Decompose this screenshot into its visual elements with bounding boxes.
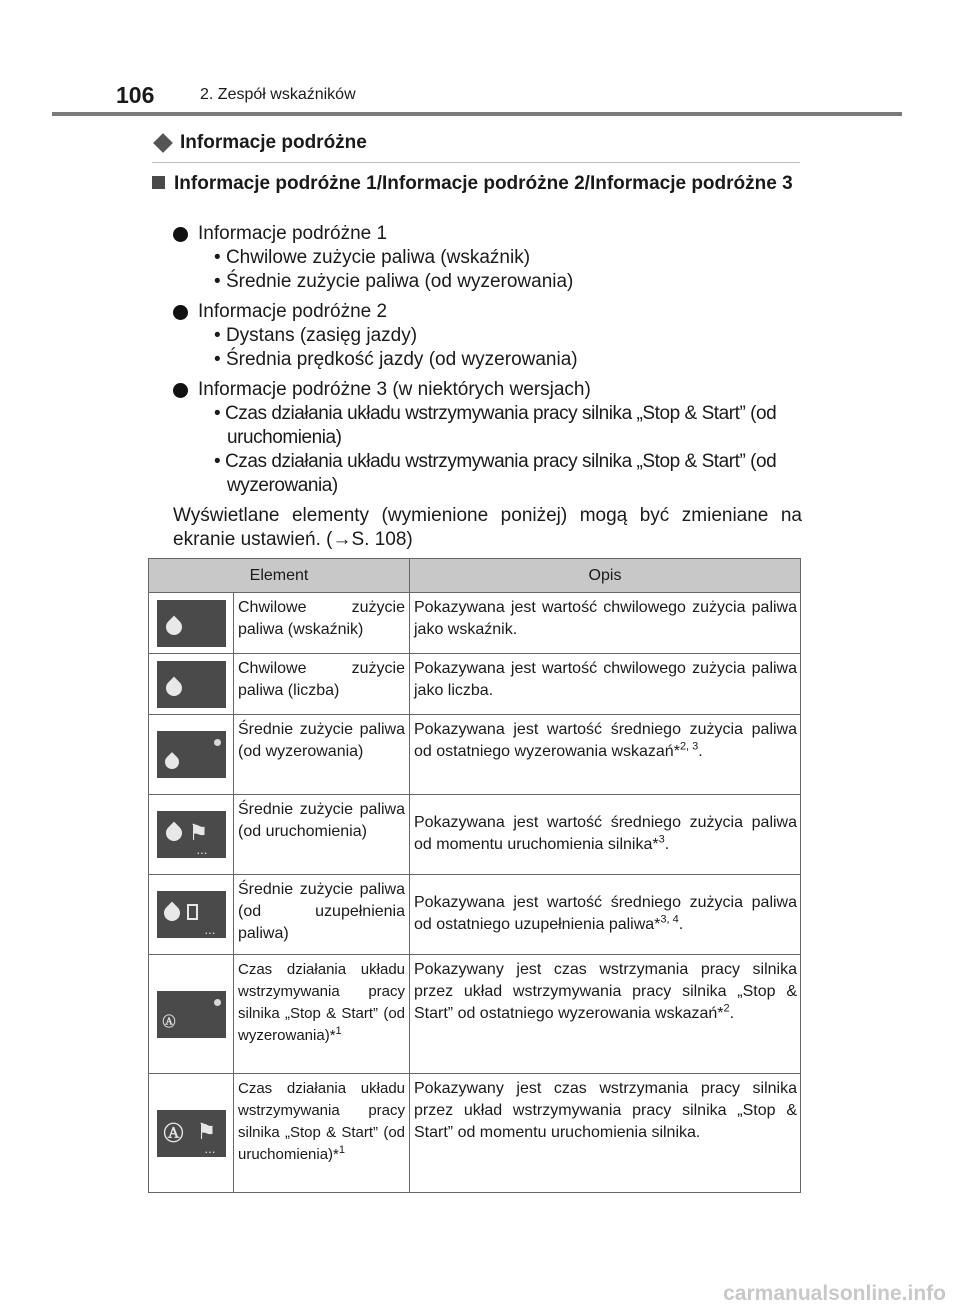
icon-cell (149, 654, 234, 715)
icon-cell (149, 955, 234, 1074)
column-header-element: Element (149, 559, 410, 593)
watermark: carmanualsonline.info (723, 1282, 946, 1305)
section-heading (152, 132, 367, 154)
list-item: • Dystans (zasięg jazdy) (214, 325, 418, 346)
fuel-pump-icon: ... (157, 891, 226, 938)
icon-cell (149, 1074, 234, 1193)
fuel-drop-flag-icon: ⚑ ... (157, 811, 226, 858)
group-title: Informacje podróżne 2 (198, 301, 388, 322)
element-name: Chwilowe zużycie paliwa (liczba) (234, 654, 410, 715)
element-name: Czas działania układu wstrzymywania pracy silnika „Stop & Start” (od wyzerowania)*$^1$ (234, 955, 410, 1074)
list-item: • Średnia prędkość jazdy (od wyzerowania) (214, 349, 578, 370)
table-row (149, 1074, 801, 1193)
info-groups (173, 222, 802, 552)
subsection-title: Informacje podróżne 1/Informacje podróżne 2/Informacje podróżne 3 (174, 173, 793, 194)
element-desc: Pokazywany jest czas wstrzymania pracy silnika przez układ wstrzymywania pracy silnika „Stop & Start” od ostatniego wyzerowania wskazań*$^2$. (410, 955, 801, 1074)
section-rule (152, 162, 800, 163)
circle-bullet-icon (173, 227, 188, 242)
page-number: 106 (116, 82, 155, 108)
table-header-row (149, 559, 801, 593)
page-reference: S. 108) (351, 529, 413, 550)
element-name: Średnie zużycie paliwa (od uzupełnienia paliwa) (234, 875, 410, 955)
list-item: • Czas działania układu wstrzymywania pracy silnika „Stop & Start” (od uruchomienia) (214, 403, 777, 448)
table-row (149, 715, 801, 795)
group-2 (173, 300, 802, 372)
list-item: • Chwilowe zużycie paliwa (wskaźnik) (214, 247, 531, 268)
circle-bullet-icon (173, 383, 188, 398)
circle-bullet-icon (173, 305, 188, 320)
element-name: Czas działania układu wstrzymywania pracy silnika „Stop & Start” (od uruchomienia)*$^1$ (234, 1074, 410, 1193)
icon-cell (149, 875, 234, 955)
element-desc: Pokazywana jest wartość średniego zużycia paliwa od ostatniego uzupełnienia paliwa*$^{3, 4}$. (410, 875, 801, 955)
table-row (149, 795, 801, 875)
element-desc: Pokazywana jest wartość chwilowego zużycia paliwa jako liczba. (410, 654, 801, 715)
element-desc: Pokazywana jest wartość średniego zużycia paliwa od momentu uruchomienia silnika*$^3$. (410, 795, 801, 875)
chapter-title: 2. Zespół wskaźników (200, 86, 356, 103)
list-item: • Średnie zużycie paliwa (od wyzerowania) (214, 271, 574, 292)
subsection-heading (152, 172, 802, 196)
icon-cell (149, 715, 234, 795)
arrow-right-icon: → (332, 529, 352, 550)
settings-note: Wyświetlane elementy (wymienione poniżej) mogą być zmieniane na ekranie ustawień. (→S. 108) (173, 505, 802, 550)
group-title: Informacje podróżne 1 (198, 223, 388, 244)
trip-info-table (148, 558, 801, 1193)
icon-cell (149, 795, 234, 875)
column-header-description: Opis (410, 559, 801, 593)
element-desc: Pokazywana jest wartość chwilowego zużycia paliwa jako wskaźnik. (410, 593, 801, 654)
element-name: Średnie zużycie paliwa (od wyzerowania) (234, 715, 410, 795)
element-desc: Pokazywany jest czas wstrzymania pracy silnika przez układ wstrzymywania pracy silnika „Stop & Start” od momentu uruchomienia silnika. (410, 1074, 801, 1193)
element-name: Chwilowe zużycie paliwa (wskaźnik) (234, 593, 410, 654)
table-row (149, 955, 801, 1074)
group-1 (173, 222, 802, 294)
icon-cell (149, 593, 234, 654)
stop-start-reset-icon: Ⓐ (157, 991, 226, 1038)
stop-start-flag-icon: Ⓐ ⚑ ... (157, 1110, 226, 1157)
table-row (149, 875, 801, 955)
group-3 (173, 378, 802, 498)
element-desc: Pokazywana jest wartość średniego zużycia paliwa od ostatniego wyzerowania wskazań*$^{2, 3}$. (410, 715, 801, 795)
group-title: Informacje podróżne 3 (w niektórych wersjach) (198, 379, 591, 400)
list-item: • Czas działania układu wstrzymywania pracy silnika „Stop & Start” (od wyzerowania) (214, 451, 777, 496)
section-title: Informacje podróżne (180, 132, 367, 153)
fuel-drop-icon (157, 661, 226, 708)
table-row (149, 654, 801, 715)
fuel-drop-icon (157, 600, 226, 647)
header-rule (52, 112, 902, 116)
element-name: Średnie zużycie paliwa (od uruchomienia) (234, 795, 410, 875)
table-row (149, 593, 801, 654)
square-bullet-icon (152, 176, 165, 189)
fuel-drop-reset-icon (157, 731, 226, 778)
diamond-bullet-icon (153, 133, 173, 153)
